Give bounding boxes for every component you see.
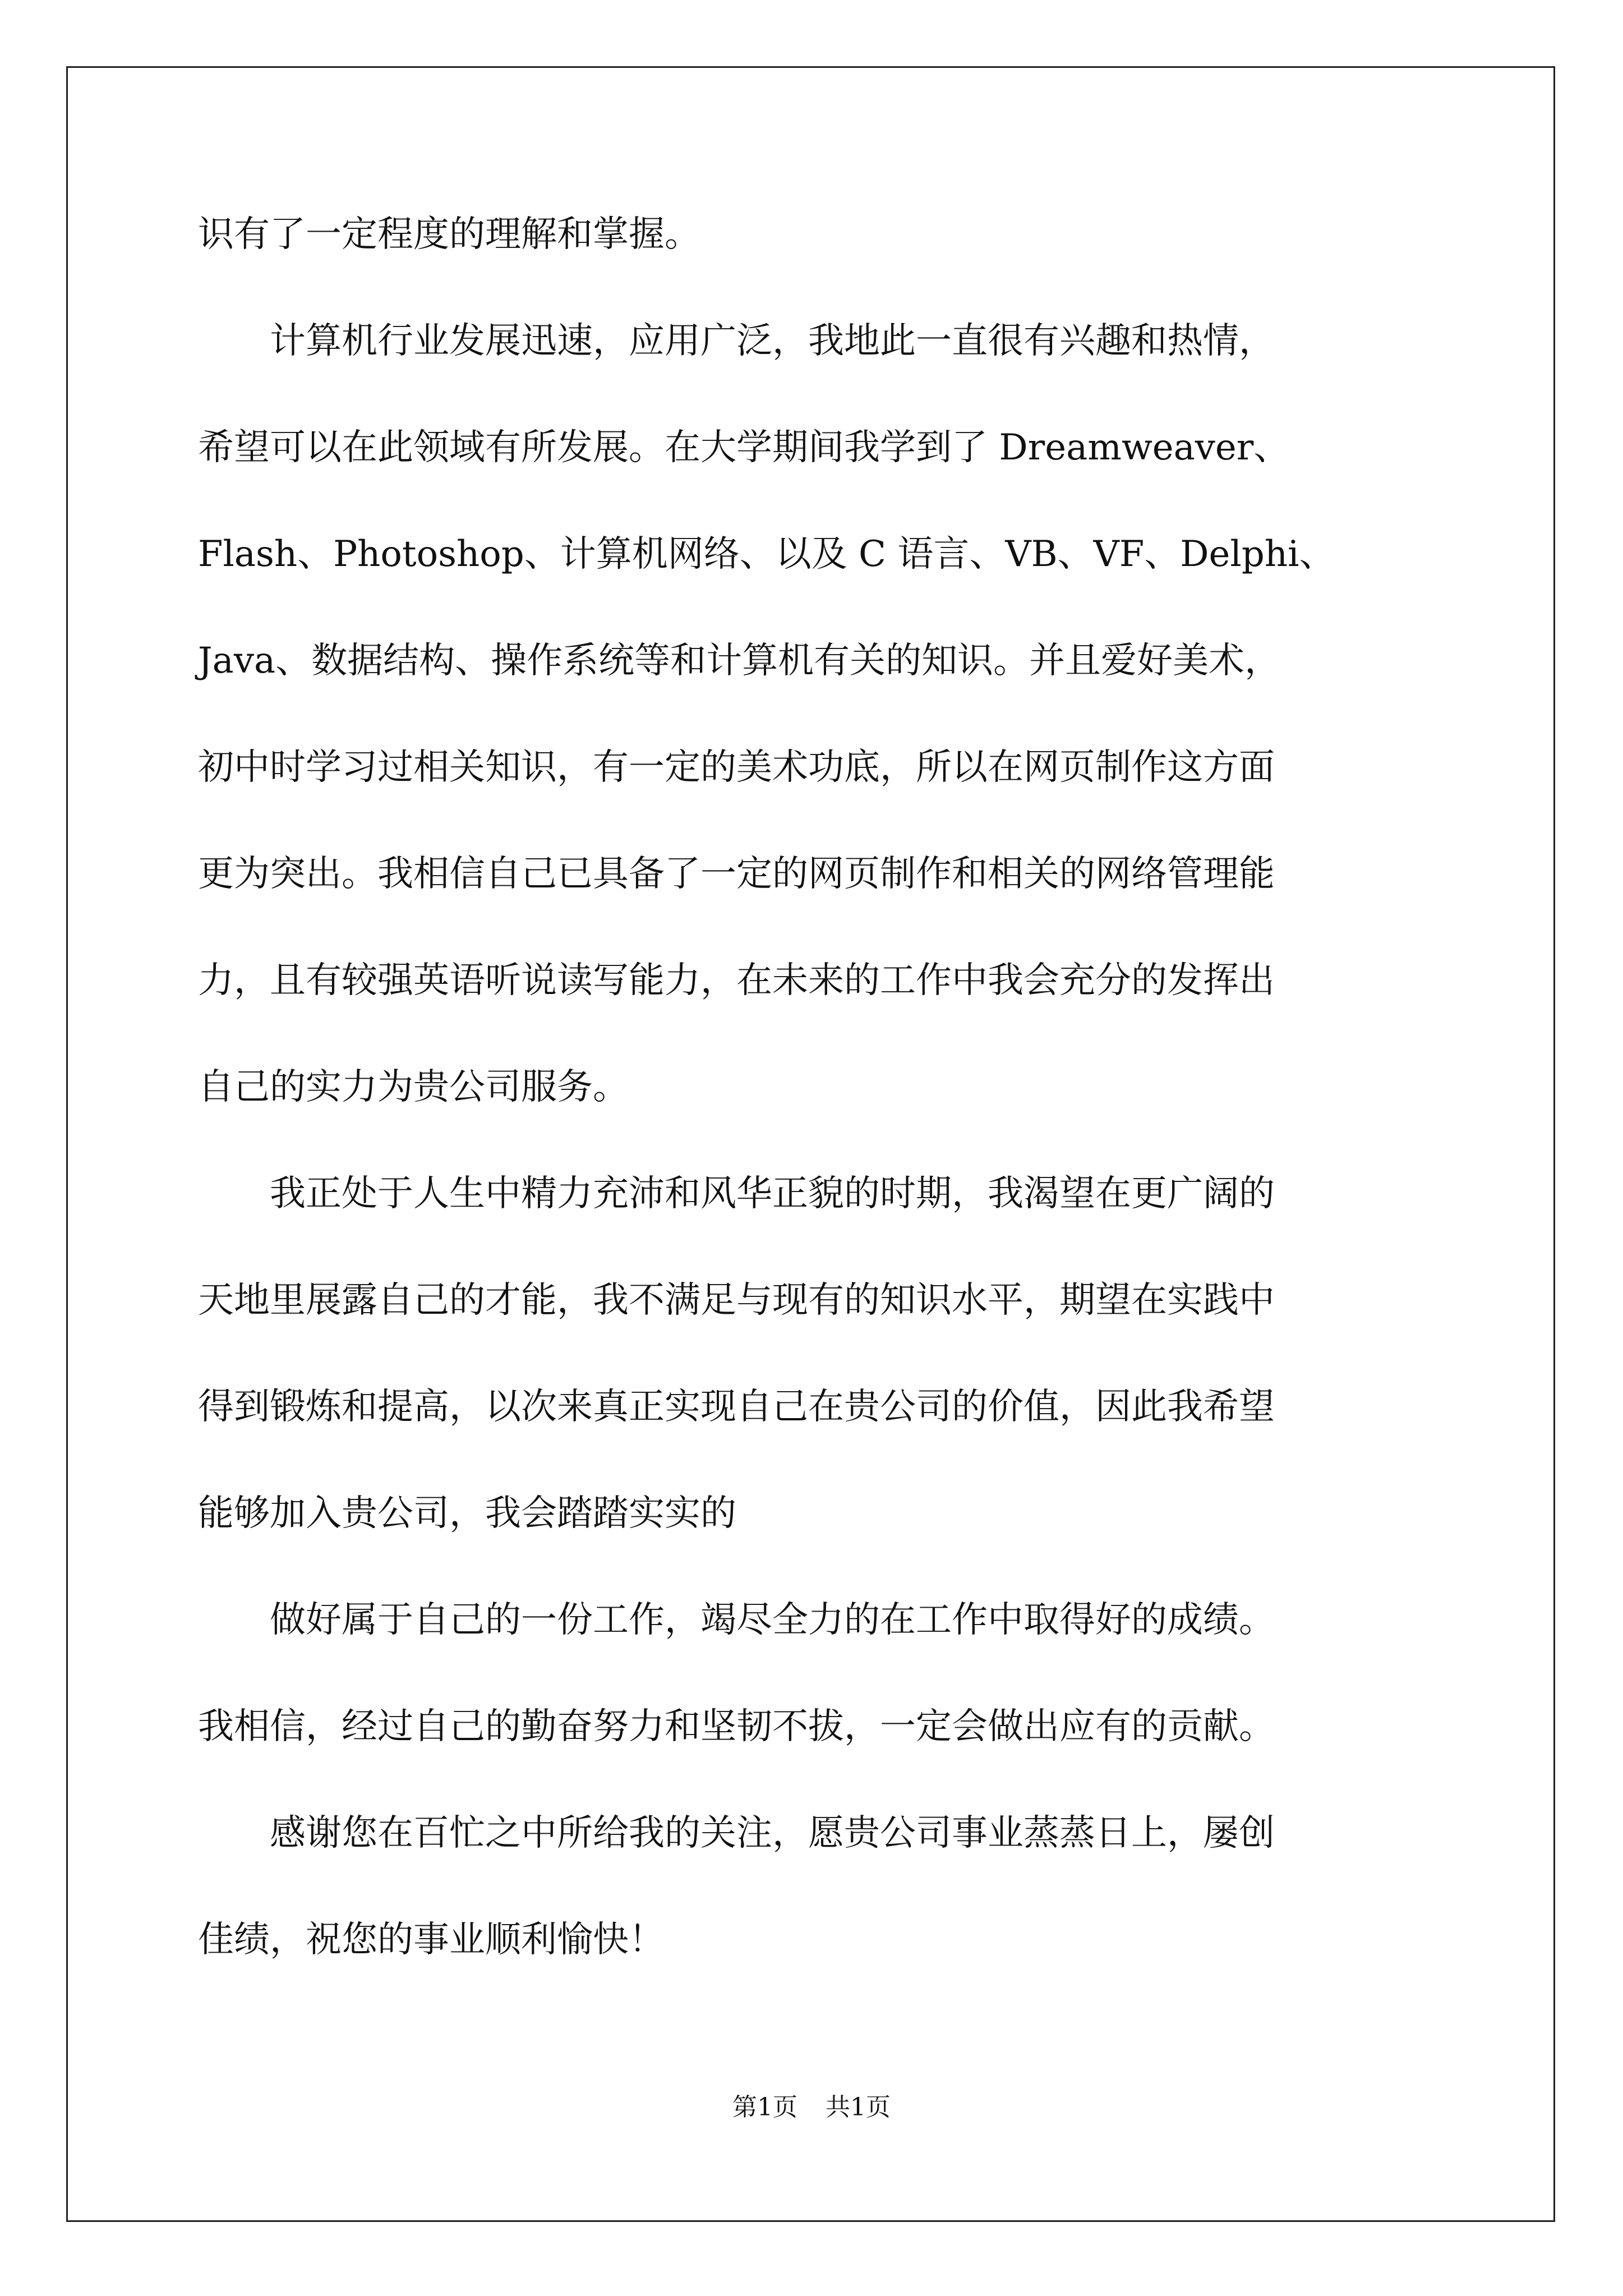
text-line-10: 我正处于人生中精力充沛和风华正貌的时期，我渴望在更广阔的 xyxy=(198,1173,1275,1214)
text-line-3: 希望可以在此领域有所发展。在大学期间我学到了 Dreamweaver、 xyxy=(198,427,1290,468)
text-line-8: 力，且有较强英语听说读写能力，在未来的工作中我会充分的发挥出 xyxy=(198,960,1275,1001)
text-line-13: 能够加入贵公司，我会踏踏实实的 xyxy=(198,1493,736,1534)
text-line-5: Java、数据结构、操作系统等和计算机有关的知识。并且爱好美术， xyxy=(198,640,1281,682)
page-number-current: 第1页 xyxy=(732,2093,797,2122)
text-line-11: 天地里展露自己的才能，我不满足与现有的知识水平，期望在实践中 xyxy=(198,1280,1275,1321)
text-line-6: 初中时学习过相关知识，有一定的美术功底，所以在网页制作这方面 xyxy=(198,747,1275,788)
page-footer xyxy=(0,2087,1623,2123)
page-number-total: 共1页 xyxy=(826,2093,891,2122)
text-line-1: 识有了一定程度的理解和掌握。 xyxy=(198,214,700,255)
text-line-4: Flash、Photoshop、计算机网络、以及 C 语言、VB、VF、Delphi、 xyxy=(198,533,1335,575)
text-line-7: 更为突出。我相信自己已具备了一定的网页制作和相关的网络管理能 xyxy=(198,853,1275,895)
text-line-12: 得到锻炼和提高，以次来真正实现自己在贵公司的价值，因此我希望 xyxy=(198,1386,1275,1428)
text-line-9: 自己的实力为贵公司服务。 xyxy=(198,1066,629,1108)
text-line-15: 我相信，经过自己的勤奋努力和坚韧不拔，一定会做出应有的贡献。 xyxy=(198,1706,1275,1747)
page-border xyxy=(66,66,1555,2222)
text-line-14: 做好属于自己的一份工作，竭尽全力的在工作中取得好的成绩。 xyxy=(198,1599,1275,1641)
text-line-17: 佳绩，祝您的事业顺利愉快！ xyxy=(198,1919,665,1961)
text-line-2: 计算机行业发展迅速，应用广泛，我地此一直很有兴趣和热情， xyxy=(198,320,1275,362)
text-line-16: 感谢您在百忙之中所给我的关注，愿贵公司事业蒸蒸日上，屡创 xyxy=(198,1812,1275,1854)
